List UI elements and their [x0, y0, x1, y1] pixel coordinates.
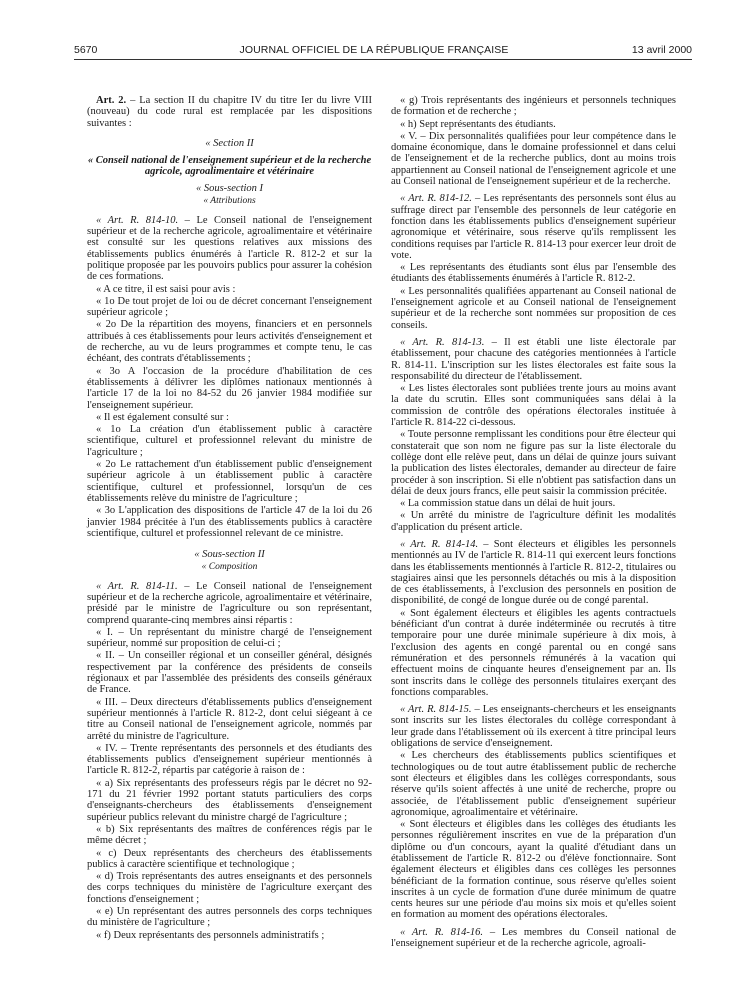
paragraph: « 2o Le rattachement d'un établissement public d'enseignement supérieur agricole à un établissement public à caractère scientifique, culturel et professionnel, lorsqu'un de ces établissements relève du ministre de l'agriculture ; [87, 459, 372, 504]
article-ref: « Art. R. 814-11. [96, 580, 178, 592]
paragraph: « 3o L'application des dispositions de l'article 47 de la loi du 26 janvier 1984 précitée à l'un des établissements publics à caractère scientifique, culturel et professionnel relevant de ce ministre. [87, 505, 372, 539]
article-r814-10: « Art. R. 814-10. – Le Conseil national de l'enseignement supérieur et de la recherche agricole, agroalimentaire et vétérinaire est consulté sur les questions relatives aux missions des établissements publics énumérés à l'article R. 812-2 et sur la politique proposée par les pouvoirs publics pour assurer la cohésion de ces formations. [87, 214, 373, 283]
paragraph: « II. – Un conseiller régional et un conseiller général, désignés respectivement par la conférence des présidents de conseils régionaux et par l'assemblée des présidents des conseils généraux de France. [87, 650, 372, 696]
article-2-label: Art. 2. [96, 95, 127, 106]
journal-title: JOURNAL OFFICIEL DE LA RÉPUBLIQUE FRANÇAISE [239, 44, 509, 56]
paragraph: « I. – Un représentant du ministre chargé de l'enseignement supérieur, nommé sur proposition de celui-ci ; [87, 626, 372, 650]
article-ref: « Art. R. 814-12. [400, 193, 472, 205]
article-r814-12: « Art. R. 814-12. – Les représentants des personnels sont élus au suffrage direct par l'ensemble des personnels de leur catégorie en fonction dans les établissements publics d'enseignement supérieur agronomique et vétérinaire, sous réserve qu'ils remplissent les conditions requises par l'article R. 814-13 pour exercer leur droit de vote. [391, 193, 676, 261]
page-header [0, 0, 748, 70]
paragraph: « V. – Dix personnalités qualifiées pour leur compétence dans le domaine économique, dans le domaine professionnel et dans celui de l'enseignement et de la recherche publics, dont au moins trois appartiennent au Conseil national de l'enseignement agricole et une au Conseil national de l'enseignement supérieur et de la recherche. [391, 130, 676, 188]
paragraph: « 1o De tout projet de loi ou de décret concernant l'enseignement supérieur agricole ; [87, 295, 372, 319]
publication-date: 13 avril 2000 [631, 44, 692, 56]
paragraph: « Il est également consulté sur : [96, 411, 229, 423]
composition-title: « Composition [201, 562, 258, 573]
paragraph: « Les chercheurs des établissements publics scientifiques et technologiques ou de tout autre établissement public de recherche sont électeurs et éligibles dans les collèges correspondants, sous réserve qu'ils soient affectés à une unité de recherche, propre ou associée, de l'établissement public d'enseignement supérieur agronomique, agroalimentaire et vétérinaire. [391, 750, 676, 818]
paragraph: « III. – Deux directeurs d'établissements publics d'enseignement supérieur mentionnés à l'article R. 812-2, dont celui siégeant à ce titre au Conseil national de l'enseignement agricole, nommés par arrêté du ministre de l'agriculture. [87, 696, 372, 742]
paragraph: « g) Trois représentants des ingénieurs et personnels techniques de formation et de recherche ; [391, 95, 676, 118]
article-ref: « Art. R. 814-13. [400, 336, 485, 348]
right-column [391, 95, 676, 950]
paragraph: « Sont également électeurs et éligibles les agents contractuels bénéficiant d'un contrat à durée indéterminée ou recrutés à titre temporaire pour une durée minimale supérieure à dix mois, à l'exclusion des agents en congé parental ou en congé sans rémunération et des personnels rémunérés à la vacation qui effectuent moins de cinquante heures d'enseignement par an. Ils sont inscrits dans le collège des personnels titulaires exerçant des fonctions comparables. [391, 607, 676, 698]
subsection-1-title: « Sous-section I [195, 183, 264, 195]
article-r814-16: « Art. R. 814-16. – Les membres du Conseil national de l'enseignement supérieur et de la recherche agricole, agroali- [391, 926, 677, 950]
paragraph: « Un arrêté du ministre de l'agriculture définit les modalités d'application du présent article. [391, 510, 676, 533]
article-ref: « Art. R. 814-16. [400, 926, 483, 938]
subsection-2-title: « Sous-section II [194, 549, 265, 561]
paragraph: « 2o De la répartition des moyens, financiers et en personnels attribués à ces établissements pour leurs activités d'enseignement et de recherche, au vu de leurs programmes et compte tenu, le cas échéant, des contrats d'établissements ; [87, 319, 372, 365]
left-column [87, 95, 372, 942]
paragraph: « A ce titre, il est saisi pour avis : [96, 283, 236, 295]
article-r814-15: « Art. R. 814-15. – Les enseignants-chercheurs et les enseignants sont inscrits sur les listes électorales du collège correspondant à leur grade dans l'établissement où ils exercent à titre principal leurs obligations de service d'enseignement. [391, 704, 676, 750]
article-ref: « Art. R. 814-15. [400, 704, 472, 716]
paragraph: « Les listes électorales sont publiées trente jours au moins avant la date du scrutin. Elles sont communiquées sans délai à la commission de contrôle des opérations électorales instituée à l'article R. 814-22 ci-dessous. [391, 383, 676, 429]
paragraph: « Les représentants des étudiants sont élus par l'ensemble des étudiants des établissements énumérés à l'article R. 812-2. [391, 262, 676, 285]
paragraph: « d) Trois représentants des autres enseignants et des personnels des corps techniques du ministère de l'agriculture exerçant des fonctions d'enseignement ; [87, 871, 372, 905]
paragraph: « b) Six représentants des maîtres de conférences régis par le même décret ; [87, 823, 372, 847]
section-title: « Section II [205, 137, 254, 149]
paragraph: « f) Deux représentants des personnels administratifs ; [96, 929, 325, 941]
paragraph: « h) Sept représentants des étudiants. [400, 118, 556, 130]
article-ref: « Art. R. 814-10. [96, 214, 179, 226]
conseil-title: « Conseil national de l'enseignement supérieur et de la recherche agricole, agroalimentaire et vétérinaire [87, 155, 372, 178]
paragraph: « 3o A l'occasion de la procédure d'habilitation de ces établissements à délivrer les diplômes nationaux mentionnés à l'article 17 de la loi no 84-52 du 26 janvier 1984 modifiée sur l'enseignement supérieur. [87, 365, 372, 411]
paragraph: « c) Deux représentants des chercheurs des établissements publics à caractère scientifique et technologique ; [87, 847, 372, 870]
paragraph: « Les personnalités qualifiées appartenant au Conseil national de l'enseignement agricole et au Conseil national de l'enseignement supérieur et de la recherche sont nommées sur proposition de ces conseils. [391, 285, 676, 331]
page-number: 5670 [74, 44, 98, 56]
article-r814-11: « Art. R. 814-11. – Le Conseil national de l'enseignement supérieur et de la recherche agricole, agroalimentaire et vétérinaire, présidé par le ministre de l'agriculture ou son représentant, comprend quarante-cinq membres ainsi répartis : [87, 580, 372, 626]
article-r814-13: « Art. R. 814-13. – Il est établi une liste électorale par établissement, pour chacune des catégories mentionnées à l'article R. 814-11. L'inscription sur les listes électorales est faite sous la responsabilité du directeur de l'établissement. [391, 336, 676, 382]
paragraph: « 1o La création d'un établissement public à caractère scientifique, culturel et professionnel relevant du ministre de l'agriculture ; [87, 424, 372, 458]
paragraph: « e) Un représentant des autres personnels des corps techniques du ministère de l'agriculture ; [87, 906, 372, 929]
paragraph: « a) Six représentants des professeurs régis par le décret no 92-171 du 21 février 1992 portant statuts particuliers des corps d'enseignants-chercheurs des établissements d'enseignement supérieur publics relevant du ministre chargé de l'agriculture ; [87, 777, 372, 823]
article-2-paragraph: Art. 2. – La section II du chapitre IV du titre Ier du livre VIII (nouveau) du code rural est remplacée par les dispositions suivantes : [87, 95, 372, 129]
article-ref: « Art. R. 814-14. [400, 538, 479, 550]
header-rule [74, 59, 692, 60]
paragraph: « La commission statue dans un délai de huit jours. [400, 498, 616, 510]
paragraph: « Sont électeurs et éligibles dans les collèges des étudiants les personnes régulièrement inscrites en vue de la préparation d'un diplôme ou d'un concours, ayant la qualité d'étudiant dans un établissement de l'article R. 812-2 ou d'élève fonctionnaire. Sont également électeurs et éligibles dans ces collèges les personnes bénéficiant de la formation continue, sous réserve qu'elles soient inscrites à un cycle de formation d'une durée minimum de quatre cents heures sur une période d'au moins six mois et qu'elles soient en formation au moment des opérations électorales. [391, 819, 676, 921]
paragraph: « IV. – Trente représentants des personnels et des étudiants des établissements publics d'enseignement supérieur mentionnés à l'article R. 812-2, répartis par catégorie à raison de : [87, 742, 372, 777]
paragraph: « Toute personne remplissant les conditions pour être électeur qui constaterait que son nom ne figure pas sur la liste électorale du collège dont elle relève peut, dans un délai de quinze jours suivant la publication des listes électorales, demander au directeur de faire procéder à son inscription. Si elle n'obtient pas satisfaction dans un délai de deux jours francs, elle peut saisir la commission précitée. [391, 429, 676, 497]
article-r814-14: « Art. R. 814-14. – Sont électeurs et éligibles les personnels mentionnés au IV de l'article R. 814-11 qui exercent leurs fonctions dans les établissements mentionnés à l'article R. 812-2, titulaires ou stagiaires ainsi que les personnels détachés ou mis à la disposition de ces établissements, à l'exclusion des personnels en position de disponibilité, de congé de longue durée ou de congé parental. [391, 538, 677, 607]
attributions-title: « Attributions [203, 196, 256, 207]
